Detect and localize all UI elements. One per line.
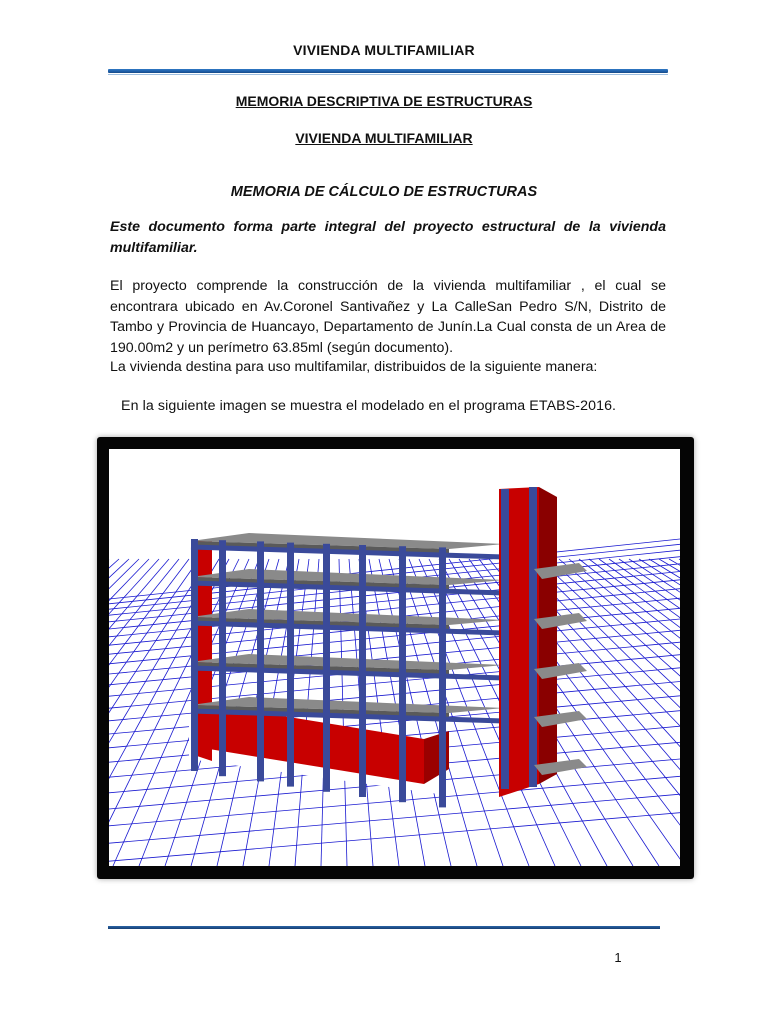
header-rule	[108, 69, 668, 73]
structural-column	[323, 544, 330, 792]
grid-line-vertical	[679, 559, 680, 866]
memoria-descriptiva-title: MEMORIA DESCRIPTIVA DE ESTRUCTURAS	[235, 93, 533, 109]
grid-line-vertical	[109, 559, 169, 866]
vivienda-title: VIVIENDA MULTIFAMILIAR	[295, 130, 473, 146]
structural-column	[191, 539, 198, 771]
intro-paragraph: Este documento forma parte integral del proyecto estructural de la vivienda multifamiliar.	[110, 219, 666, 256]
etabs-model-figure	[97, 437, 694, 879]
usage-paragraph: La vivienda destina para uso multifamilar, distribuidos de la siguiente manera:	[110, 359, 598, 375]
page-number: 1	[614, 950, 622, 965]
etabs-model-image	[109, 449, 680, 866]
structural-column	[287, 543, 294, 787]
grid-line-vertical	[109, 559, 139, 866]
header-rule-accent	[108, 74, 668, 75]
memoria-calculo-title: MEMORIA DE CÁLCULO DE ESTRUCTURAS	[230, 184, 538, 200]
grid-line-vertical	[609, 559, 680, 866]
project-description-paragraph: El proyecto comprende la construcción de la vivienda multifamiliar , el cual se encontrara ubicado en Av.Coronel Santivañez y La CalleSan Pedro S/N, Distrito de Tambo y Provincia de Huancayo, Departamento de Junín.La Cual consta de un Area de 190.00m2 y un perímetro 63.85ml (según documento).	[110, 278, 666, 356]
core-column-left	[501, 489, 509, 789]
structural-column	[257, 541, 264, 781]
footer-rule	[108, 926, 660, 929]
core-wall-side	[539, 487, 557, 784]
structural-column	[219, 540, 226, 776]
grid-line-vertical	[629, 559, 680, 866]
grid-line-vertical	[109, 559, 129, 866]
image-caption: En la siguiente imagen se muestra el modelado en el programa ETABS-2016.	[121, 398, 617, 414]
building-3d-model	[109, 449, 680, 866]
running-header-title: VIVIENDA MULTIFAMILIAR	[293, 42, 475, 58]
grid-line-vertical	[109, 559, 179, 866]
grid-line-vertical	[589, 559, 680, 866]
core-column-right	[529, 487, 537, 787]
grid-line-vertical	[459, 559, 659, 866]
